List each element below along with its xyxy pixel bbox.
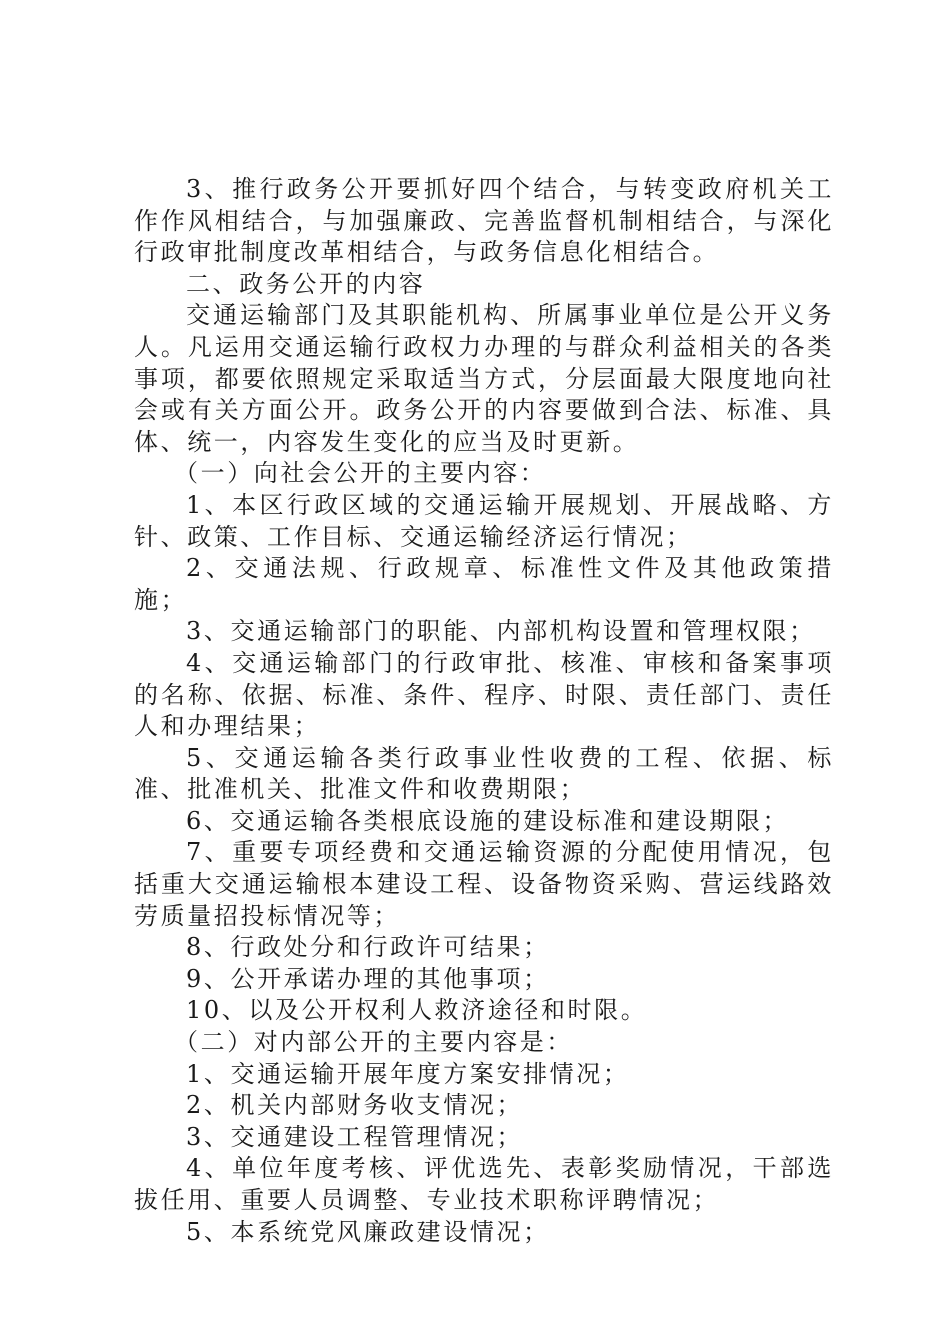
paragraph-obligor: 交通运输部门及其职能机构、所属事业单位是公开义务人。凡运用交通运输行政权力办理的与群众利益相关的各类事项，都要依照规定采取适当方式，分层面最大限度地向社会或有关方面公开。政务公开的内容要做到合法、标准、具体、统一，内容发生变化的应当及时更新。 [134,301,834,456]
subsection-heading-internal: （二）对内部公开的主要内容是： [174,1028,573,1057]
subsection-heading-public: （一）向社会公开的主要内容： [174,459,547,488]
list-item-public-7: 7、重要专项经费和交通运输资源的分配使用情况，包括重大交通运输根本建设工程、设备物资采购、营运线路效劳质量招投标情况等； [134,838,834,930]
section-heading-content: 二、政务公开的内容 [186,269,426,298]
list-item-internal-1: 1、交通运输开展年度方案安排情况； [186,1059,630,1088]
list-item-public-2: 2、交通法规、行政规章、标准性文件及其他政策措施； [134,554,834,614]
list-item-public-5: 5、交通运输各类行政事业性收费的工程、依据、标准、批准机关、批准文件和收费期限； [134,743,834,804]
list-item-public-10: 10、以及公开权利人救济途径和时限。 [186,996,648,1025]
list-item-public-3: 3、交通运输部门的职能、内部机构设置和管理权限； [186,617,816,646]
list-item-public-9: 9、公开承诺办理的其他事项； [186,964,550,993]
list-item-public-1: 1、本区行政区域的交通运输开展规划、开展战略、方针、政策、工作目标、交通运输经济运行情况； [134,490,834,551]
list-item-public-4: 4、交通运输部门的行政审批、核准、审核和备案事项的名称、依据、标准、条件、程序、时限、责任部门、责任人和办理结果； [134,648,834,741]
document-body [134,174,834,1248]
paragraph-four-combinations: 3、推行政务公开要抓好四个结合，与转变政府机关工作作风相结合，与加强廉政、完善监督机制相结合，与深化行政审批制度改革相结合，与政务信息化相结合。 [134,175,834,267]
list-item-public-6: 6、交通运输各类根底设施的建设标准和建设期限； [186,806,790,835]
list-item-public-8: 8、行政处分和行政许可结果； [186,933,550,962]
list-item-internal-2: 2、机关内部财务收支情况； [186,1091,524,1120]
list-item-internal-3: 3、交通建设工程管理情况； [186,1122,524,1151]
list-item-internal-5: 5、本系统党风廉政建设情况； [186,1217,550,1246]
list-item-internal-4: 4、单位年度考核、评优选先、表彰奖励情况，干部选拔任用、重要人员调整、专业技术职称评聘情况； [134,1154,834,1214]
